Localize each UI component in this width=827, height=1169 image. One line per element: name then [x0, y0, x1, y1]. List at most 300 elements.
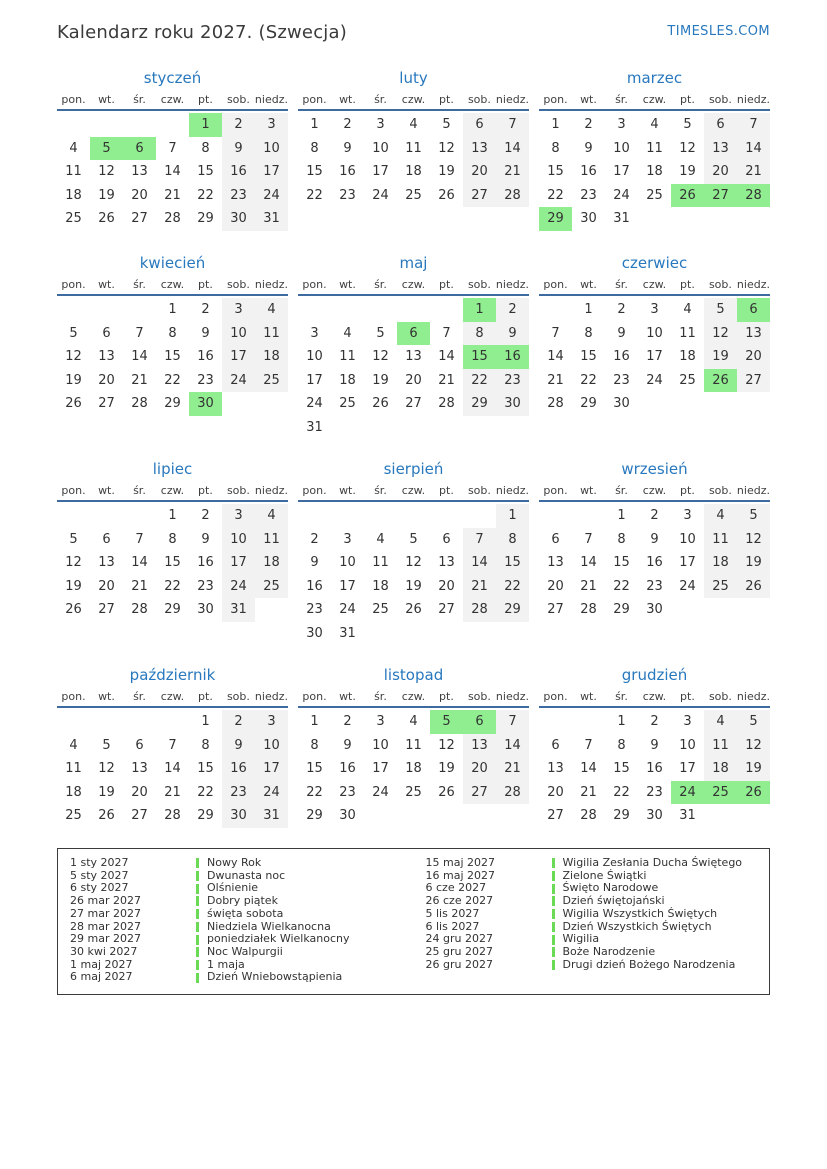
weekday-header-row: [298, 93, 529, 111]
weekday-header-row: [57, 484, 288, 502]
day-cell: 28: [131, 396, 148, 411]
day-cell: 3: [255, 710, 288, 734]
weekday-header: śr.: [374, 278, 387, 291]
day-cell: 17: [679, 555, 696, 570]
day-cell: 11: [65, 761, 82, 776]
day-cell-empty: [430, 298, 463, 322]
legend-holiday-name: Olśnienie: [207, 881, 259, 895]
day-cell: 7: [584, 531, 593, 547]
holiday-legend: [57, 848, 770, 995]
day-cell: 28: [463, 598, 496, 622]
weekday-header: wt.: [98, 690, 115, 703]
weekday-header: pon.: [543, 93, 568, 106]
day-cell: 29: [613, 602, 630, 617]
weekday-header: wt.: [98, 484, 115, 497]
weekday-header: sob.: [708, 484, 732, 497]
day-cell: 31: [306, 419, 323, 435]
weekday-header: śr.: [615, 278, 628, 291]
day-cell-empty: [397, 804, 430, 828]
day-cell: 10: [255, 137, 288, 161]
weeks-grid: [298, 504, 529, 645]
day-cell: 25: [704, 781, 737, 805]
day-cell: 19: [65, 372, 82, 388]
day-cell: 14: [737, 137, 770, 161]
day-cell: 13: [704, 137, 737, 161]
weekday-header: pon.: [302, 278, 327, 291]
day-cell: 12: [438, 140, 455, 156]
day-cell: 13: [438, 555, 455, 570]
day-cell: 7: [463, 528, 496, 552]
weekday-header: pon.: [543, 278, 568, 291]
day-cell: 28: [580, 808, 597, 823]
legend-holiday-name: Dzień świętojański: [562, 894, 665, 908]
day-cell: 13: [131, 164, 148, 179]
day-cell: 1: [189, 113, 222, 137]
day-cell: 26: [65, 396, 82, 411]
day-cell: 10: [372, 737, 389, 753]
legend-date: 30 kwi 2027: [70, 944, 138, 958]
month-title: lipiec: [152, 460, 193, 478]
day-cell: 23: [496, 369, 529, 393]
day-cell: 24: [339, 602, 356, 617]
day-cell-empty: [123, 298, 156, 322]
day-cell: 12: [372, 349, 389, 364]
day-cell: 18: [704, 757, 737, 781]
weeks-grid: [298, 710, 529, 828]
day-cell: 14: [131, 555, 148, 570]
legend-date: 27 mar 2027: [70, 906, 141, 920]
day-cell: 21: [164, 187, 181, 203]
weekday-header: pt.: [198, 93, 213, 106]
day-cell: 26: [737, 575, 770, 599]
day-cell-empty: [331, 504, 364, 528]
weekday-header: pt.: [680, 278, 695, 291]
weekday-header: sob.: [226, 484, 250, 497]
day-cell: 15: [613, 761, 630, 776]
day-cell: 30: [646, 808, 663, 823]
weeks-grid: [57, 710, 288, 828]
day-cell: 10: [306, 349, 323, 364]
weekday-header: niedz.: [495, 690, 529, 703]
weekday-header: niedz.: [254, 690, 288, 703]
day-cell: 27: [547, 808, 564, 823]
day-cell: 15: [580, 349, 597, 364]
day-cell: 16: [306, 578, 323, 594]
day-cell: 7: [168, 140, 177, 156]
day-cell: 24: [671, 781, 704, 805]
day-cell: 10: [646, 325, 663, 341]
day-cell: 20: [547, 784, 564, 800]
day-cell: 18: [339, 372, 356, 388]
day-cell-empty: [638, 207, 671, 231]
day-cell: 24: [306, 396, 323, 411]
weekday-header: pon.: [61, 93, 86, 106]
day-cell: 17: [613, 164, 630, 179]
day-cell: 15: [547, 164, 564, 179]
legend-holiday-name: Wigilia: [562, 932, 600, 946]
day-cell: 30: [646, 602, 663, 617]
weekday-header: sob.: [467, 690, 491, 703]
day-cell: 25: [679, 372, 696, 388]
day-cell: 4: [683, 302, 692, 317]
day-cell: 1: [168, 508, 177, 523]
day-cell: 9: [222, 137, 255, 161]
day-cell: 22: [463, 369, 496, 393]
day-cell: 11: [704, 528, 737, 552]
legend-date: 1 maj 2027: [70, 957, 133, 971]
day-cell: 22: [306, 187, 323, 203]
day-cell-empty: [463, 622, 496, 646]
day-cell: 21: [164, 784, 181, 800]
day-cell: 16: [222, 160, 255, 184]
weeks-grid: [298, 113, 529, 207]
day-cell: 10: [339, 555, 356, 570]
legend-date: 6 sty 2027: [70, 881, 129, 895]
day-cell: 28: [580, 602, 597, 617]
weekday-header: wt.: [339, 484, 356, 497]
legend-holiday-name: święta sobota: [207, 906, 284, 920]
day-cell: 12: [438, 737, 455, 753]
day-cell: 20: [405, 372, 422, 388]
day-cell: 28: [438, 396, 455, 411]
day-cell-empty: [123, 504, 156, 528]
day-cell: 4: [409, 117, 418, 132]
day-cell: 20: [438, 578, 455, 594]
day-cell-empty: [496, 622, 529, 646]
holiday-marker-icon: [552, 960, 555, 970]
day-cell-empty: [704, 598, 737, 622]
weekday-header: pt.: [198, 690, 213, 703]
day-cell: 7: [135, 325, 144, 341]
day-cell: 26: [704, 369, 737, 393]
day-cell: 8: [168, 325, 177, 341]
day-cell: 6: [551, 531, 560, 547]
weekday-header-row: [298, 484, 529, 502]
day-cell-empty: [430, 416, 463, 440]
day-cell: 25: [405, 187, 422, 203]
month-październik: [57, 666, 288, 836]
day-cell: 16: [496, 345, 529, 369]
weekday-header: pt.: [680, 484, 695, 497]
day-cell: 14: [496, 734, 529, 758]
legend-holiday-name: Dobry piątek: [207, 894, 278, 908]
day-cell: 17: [255, 160, 288, 184]
day-cell: 20: [704, 160, 737, 184]
weekday-header: niedz.: [254, 484, 288, 497]
day-cell: 18: [372, 578, 389, 594]
day-cell: 6: [551, 737, 560, 753]
legend-holiday-name: Święto Narodowe: [562, 881, 659, 895]
weekday-header: pon.: [302, 93, 327, 106]
day-cell: 21: [580, 784, 597, 800]
day-cell: 14: [580, 555, 597, 570]
holiday-marker-icon: [196, 858, 199, 868]
weekday-header: niedz.: [254, 93, 288, 106]
day-cell: 10: [679, 737, 696, 753]
day-cell: 19: [372, 372, 389, 388]
day-cell: 3: [650, 302, 659, 317]
month-title: listopad: [383, 666, 444, 684]
day-cell: 25: [65, 211, 82, 226]
day-cell: 19: [438, 761, 455, 776]
weekday-header: śr.: [374, 484, 387, 497]
day-cell: 6: [135, 737, 144, 753]
day-cell: 14: [580, 761, 597, 776]
day-cell: 1: [168, 302, 177, 317]
weekday-header: czw.: [160, 278, 185, 291]
weeks-grid: [57, 504, 288, 622]
day-cell-empty: [298, 298, 331, 322]
day-cell-empty: [496, 416, 529, 440]
day-cell: 31: [613, 211, 630, 226]
month-lipiec: [57, 460, 288, 666]
day-cell: 19: [98, 784, 115, 800]
weekday-header-row: [539, 484, 770, 502]
day-cell: 14: [131, 349, 148, 364]
day-cell: 8: [201, 737, 210, 753]
month-title: maj: [399, 254, 428, 272]
day-cell: 26: [438, 784, 455, 800]
day-cell: 7: [737, 113, 770, 137]
weeks-grid: [539, 113, 770, 231]
day-cell: 10: [372, 140, 389, 156]
holiday-marker-icon: [552, 909, 555, 919]
day-cell: 27: [438, 602, 455, 617]
day-cell: 19: [98, 187, 115, 203]
day-cell: 26: [98, 211, 115, 226]
day-cell: 29: [539, 207, 572, 231]
day-cell-empty: [57, 113, 90, 137]
day-cell: 5: [409, 531, 418, 547]
day-cell: 22: [197, 187, 214, 203]
day-cell-empty: [430, 504, 463, 528]
weeks-grid: [298, 298, 529, 439]
legend-holiday-name: Wigilia Zesłania Ducha Świętego: [562, 856, 743, 869]
day-cell: 22: [613, 578, 630, 594]
day-cell-empty: [90, 113, 123, 137]
day-cell: 16: [339, 761, 356, 776]
day-cell: 6: [442, 531, 451, 547]
day-cell: 1: [617, 714, 626, 729]
day-cell: 8: [168, 531, 177, 547]
day-cell: 14: [496, 137, 529, 161]
day-cell-empty: [704, 804, 737, 828]
day-cell: 19: [438, 164, 455, 179]
day-cell-empty: [364, 416, 397, 440]
day-cell-empty: [123, 113, 156, 137]
day-cell: 27: [131, 211, 148, 226]
day-cell-empty: [57, 298, 90, 322]
legend-holiday-name: Drugi dzień Bożego Narodzenia: [562, 957, 736, 971]
day-cell: 23: [197, 578, 214, 594]
holiday-marker-icon: [552, 871, 555, 881]
holiday-marker-icon: [196, 896, 199, 906]
day-cell: 13: [98, 555, 115, 570]
day-cell: 4: [255, 298, 288, 322]
day-cell: 23: [197, 372, 214, 388]
day-cell: 5: [69, 531, 78, 547]
day-cell-empty: [397, 416, 430, 440]
legend-holiday-name: Boże Narodzenie: [562, 944, 656, 958]
day-cell: 8: [496, 528, 529, 552]
day-cell: 16: [222, 757, 255, 781]
weekday-header-row: [57, 93, 288, 111]
holiday-marker-icon: [552, 896, 555, 906]
day-cell: 6: [397, 322, 430, 346]
day-cell: 11: [646, 140, 663, 156]
day-cell: 27: [737, 369, 770, 393]
day-cell: 1: [496, 504, 529, 528]
day-cell: 3: [376, 117, 385, 132]
day-cell: 16: [339, 164, 356, 179]
day-cell: 30: [580, 211, 597, 226]
day-cell-empty: [737, 804, 770, 828]
day-cell: 3: [222, 504, 255, 528]
day-cell: 4: [255, 504, 288, 528]
day-cell: 22: [613, 784, 630, 800]
day-cell: 16: [613, 349, 630, 364]
weekday-header: wt.: [580, 484, 597, 497]
day-cell: 2: [310, 531, 319, 547]
day-cell: 10: [255, 734, 288, 758]
day-cell-empty: [572, 710, 605, 734]
day-cell: 17: [222, 345, 255, 369]
day-cell: 21: [496, 160, 529, 184]
weekday-header: czw.: [160, 93, 185, 106]
month-maj: [298, 254, 529, 460]
day-cell: 12: [679, 140, 696, 156]
site-link[interactable]: TIMESLES.COM: [667, 24, 770, 39]
day-cell: 14: [463, 551, 496, 575]
weekday-header: śr.: [615, 93, 628, 106]
day-cell: 21: [131, 372, 148, 388]
day-cell-empty: [737, 392, 770, 416]
day-cell: 7: [135, 531, 144, 547]
day-cell: 12: [737, 734, 770, 758]
day-cell: 17: [679, 761, 696, 776]
legend-holiday-name: 1 maja: [207, 957, 245, 971]
holiday-marker-icon: [196, 935, 199, 945]
day-cell: 27: [704, 184, 737, 208]
holiday-marker-icon: [196, 884, 199, 894]
day-cell: 21: [438, 372, 455, 388]
legend-holiday-name: Wigilia Wszystkich Świętych: [562, 906, 718, 920]
weekday-header: pon.: [61, 484, 86, 497]
day-cell: 25: [255, 575, 288, 599]
day-cell: 6: [102, 325, 111, 341]
weekday-header: pt.: [439, 93, 454, 106]
day-cell: 1: [201, 714, 210, 729]
day-cell: 1: [310, 714, 319, 729]
weekday-header: sob.: [467, 484, 491, 497]
legend-date: 29 mar 2027: [70, 932, 141, 946]
day-cell: 19: [65, 578, 82, 594]
day-cell: 3: [310, 325, 319, 341]
day-cell-empty: [704, 392, 737, 416]
day-cell: 24: [222, 575, 255, 599]
day-cell: 17: [222, 551, 255, 575]
day-cell: 29: [197, 808, 214, 823]
day-cell: 3: [376, 714, 385, 729]
day-cell: 16: [646, 555, 663, 570]
day-cell-empty: [430, 804, 463, 828]
weekday-header: sob.: [226, 278, 250, 291]
day-cell: 20: [463, 757, 496, 781]
weekday-header: wt.: [339, 690, 356, 703]
day-cell: 12: [704, 322, 737, 346]
day-cell: 4: [376, 531, 385, 547]
day-cell: 22: [197, 784, 214, 800]
day-cell: 27: [463, 184, 496, 208]
weekday-header: niedz.: [495, 93, 529, 106]
day-cell: 16: [197, 555, 214, 570]
day-cell: 5: [102, 737, 111, 753]
day-cell: 9: [584, 140, 593, 156]
weekday-header: czw.: [160, 484, 185, 497]
day-cell-empty: [463, 416, 496, 440]
legend-date: 26 cze 2027: [425, 894, 494, 908]
legend-holiday-name: Dzień Wszystkich Świętych: [562, 919, 712, 933]
weekday-header: wt.: [339, 278, 356, 291]
day-cell: 28: [164, 211, 181, 226]
day-cell-empty: [156, 710, 189, 734]
legend-holiday-name: Dwunasta noc: [207, 868, 286, 882]
day-cell: 13: [737, 322, 770, 346]
month-wrzesień: [539, 460, 770, 666]
day-cell: 6: [737, 298, 770, 322]
day-cell: 7: [496, 113, 529, 137]
weekday-header: niedz.: [495, 484, 529, 497]
day-cell: 3: [255, 113, 288, 137]
day-cell: 8: [201, 140, 210, 156]
weekday-header: pt.: [439, 484, 454, 497]
weekday-header: śr.: [374, 690, 387, 703]
day-cell: 26: [65, 602, 82, 617]
day-cell: 11: [255, 528, 288, 552]
day-cell: 12: [65, 349, 82, 364]
day-cell: 6: [463, 113, 496, 137]
day-cell-empty: [397, 504, 430, 528]
day-cell: 23: [222, 184, 255, 208]
legend-date: 25 gru 2027: [425, 944, 493, 958]
day-cell: 21: [496, 757, 529, 781]
day-cell: 17: [339, 578, 356, 594]
day-cell: 2: [496, 298, 529, 322]
day-cell: 3: [683, 714, 692, 729]
weekday-header: wt.: [339, 93, 356, 106]
weekday-header: sob.: [226, 690, 250, 703]
month-title: kwiecień: [139, 254, 206, 272]
month-czerwiec: [539, 254, 770, 460]
day-cell: 5: [683, 117, 692, 132]
day-cell: 3: [617, 117, 626, 132]
day-cell: 2: [201, 508, 210, 523]
legend-date: 24 gru 2027: [425, 932, 493, 946]
day-cell: 21: [737, 160, 770, 184]
day-cell: 1: [617, 508, 626, 523]
day-cell: 29: [613, 808, 630, 823]
day-cell: 3: [222, 298, 255, 322]
day-cell: 31: [339, 625, 356, 641]
day-cell-empty: [90, 298, 123, 322]
day-cell: 4: [343, 325, 352, 341]
day-cell: 26: [438, 187, 455, 203]
day-cell-empty: [222, 392, 255, 416]
day-cell: 29: [580, 396, 597, 411]
day-cell: 15: [197, 164, 214, 179]
day-cell: 22: [580, 372, 597, 388]
day-cell: 11: [679, 325, 696, 341]
